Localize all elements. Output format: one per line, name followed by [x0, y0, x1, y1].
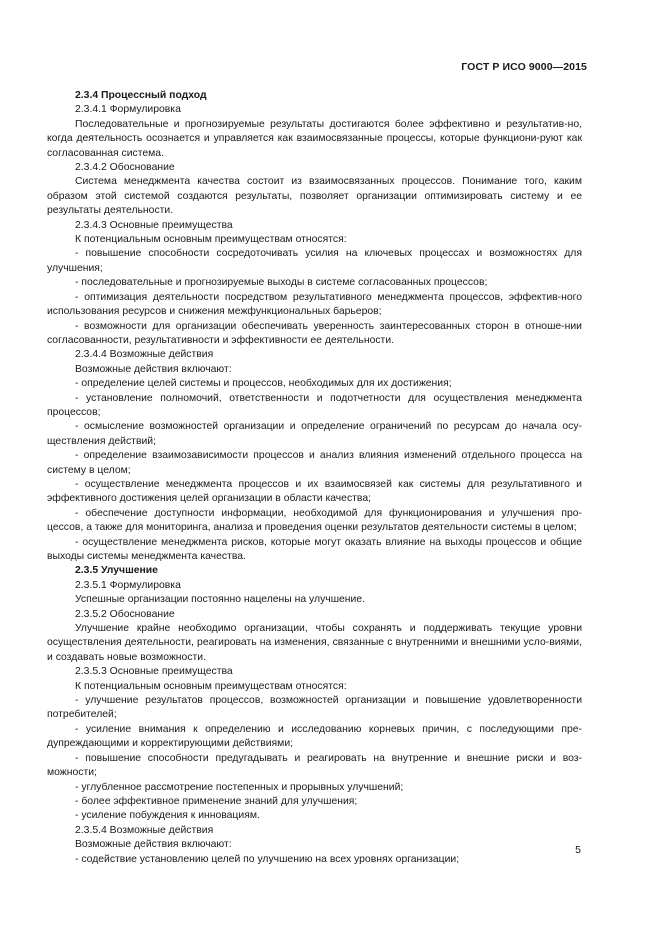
- paragraph: 2.3.4.2 Обоснование: [75, 162, 175, 174]
- paragraph: 2.3.4.1 Формулировка: [75, 104, 181, 116]
- paragraph: - последовательные и прогнозируемые выходы в системе согласованных процессов;: [75, 277, 488, 289]
- paragraph: 2.3.4.3 Основные преимущества: [75, 219, 233, 231]
- paragraph: Возможные действия включают:: [75, 839, 232, 851]
- paragraph: Система менеджмента качества состоит из взаимосвязанных процессов. Понимание того, каким образом этой системой создаются результаты, позволяет организации оптимизировать систему и ее результаты деятельности.: [47, 176, 582, 217]
- paragraph: - определение взаимозависимости процессов и анализ влияния изменений отдельного процесса на систему в целом;: [47, 450, 582, 476]
- standard-header: ГОСТ Р ИСО 9000—2015: [461, 61, 587, 73]
- document-body: [47, 89, 582, 867]
- paragraph: 2.3.5.3 Основные преимущества: [75, 666, 233, 678]
- paragraph: Успешные организации постоянно нацелены на улучшение.: [75, 594, 366, 606]
- paragraph: - обеспечение доступности информации, необходимой для функционирования и улучшения про-цессов, а также для мониторинга, анализа и проведения оценки результатов деятельности системы в целом;: [47, 507, 582, 534]
- paragraph: - улучшение результатов процессов, возможностей организации и повышение удовлетворенности потребителей;: [47, 695, 582, 721]
- section-heading: 2.3.4 Процессный подход: [75, 90, 207, 101]
- paragraph: - осмысление возможностей организации и определение ограничений по ресурсам до начала осу-ществления действий;: [47, 421, 582, 447]
- paragraph: К потенциальным основным преимуществам относятся:: [75, 680, 347, 692]
- paragraph: - повышение способности сосредоточивать усилия на ключевых процессах и возможностях для улучшения;: [47, 248, 582, 274]
- paragraph: Возможные действия включают:: [75, 363, 232, 375]
- paragraph: - углубленное рассмотрение постепенных и прорывных улучшений;: [75, 781, 404, 793]
- paragraph: К потенциальным основным преимуществам относятся:: [75, 234, 347, 246]
- paragraph: - определение целей системы и процессов, необходимых для их достижения;: [75, 378, 452, 390]
- paragraph: - более эффективное применение знаний для улучшения;: [75, 795, 358, 807]
- paragraph: - усиление побуждения к инновациям.: [75, 810, 260, 822]
- paragraph: 2.3.5.4 Возможные действия: [75, 824, 214, 836]
- paragraph: - усиление внимания к определению и исследованию корневых причин, с последующими пре-дупреждающими и корректирующими действиями;: [47, 723, 582, 750]
- paragraph: - повышение способности предугадывать и реагировать на внутренние и внешние риски и воз-можности;: [47, 752, 582, 779]
- paragraph: - осуществление менеджмента процессов и их взаимосвязей как системы для результативного и эффективного достижения целей организации в области качества;: [47, 478, 582, 505]
- paragraph: 2.3.5.1 Формулировка: [75, 579, 181, 591]
- paragraph: Последовательные и прогнозируемые результаты достигаются более эффективно и результатив-но, когда деятельность осознается и управляется как взаимосвязанные процессы, которые функциони-руют как согласованная система.: [47, 118, 582, 159]
- paragraph: 2.3.5.2 Обоснование: [75, 608, 175, 620]
- page-number: 5: [575, 844, 581, 856]
- paragraph: - осуществление менеджмента рисков, которые могут оказать влияние на выходы процессов и общие выходы системы менеджмента качества.: [47, 536, 582, 562]
- paragraph: - установление полномочий, ответственности и подотчетности для осуществления менеджмента процессов;: [47, 392, 582, 418]
- paragraph: - оптимизация деятельности посредством результативного менеджмента процессов, эффектив-ного использования ресурсов и снижения межфункциональных барьеров;: [47, 291, 582, 318]
- paragraph: - содействие установлению целей по улучшению на всех уровнях организации;: [75, 853, 460, 865]
- paragraph: Улучшение крайне необходимо организации, чтобы сохранять и поддерживать текущие уровни осуществления деятельности, реагировать на изменения, связанные с внутренними и внешними усло-виями, и создавать новые возможности.: [47, 623, 582, 663]
- section-heading: 2.3.5 Улучшение: [75, 565, 158, 577]
- paragraph: 2.3.4.4 Возможные действия: [75, 349, 214, 361]
- paragraph: - возможности для организации обеспечивать уверенность заинтересованных сторон в отноше-нии согласованности, результативности и эффективности ее деятельности.: [47, 320, 582, 346]
